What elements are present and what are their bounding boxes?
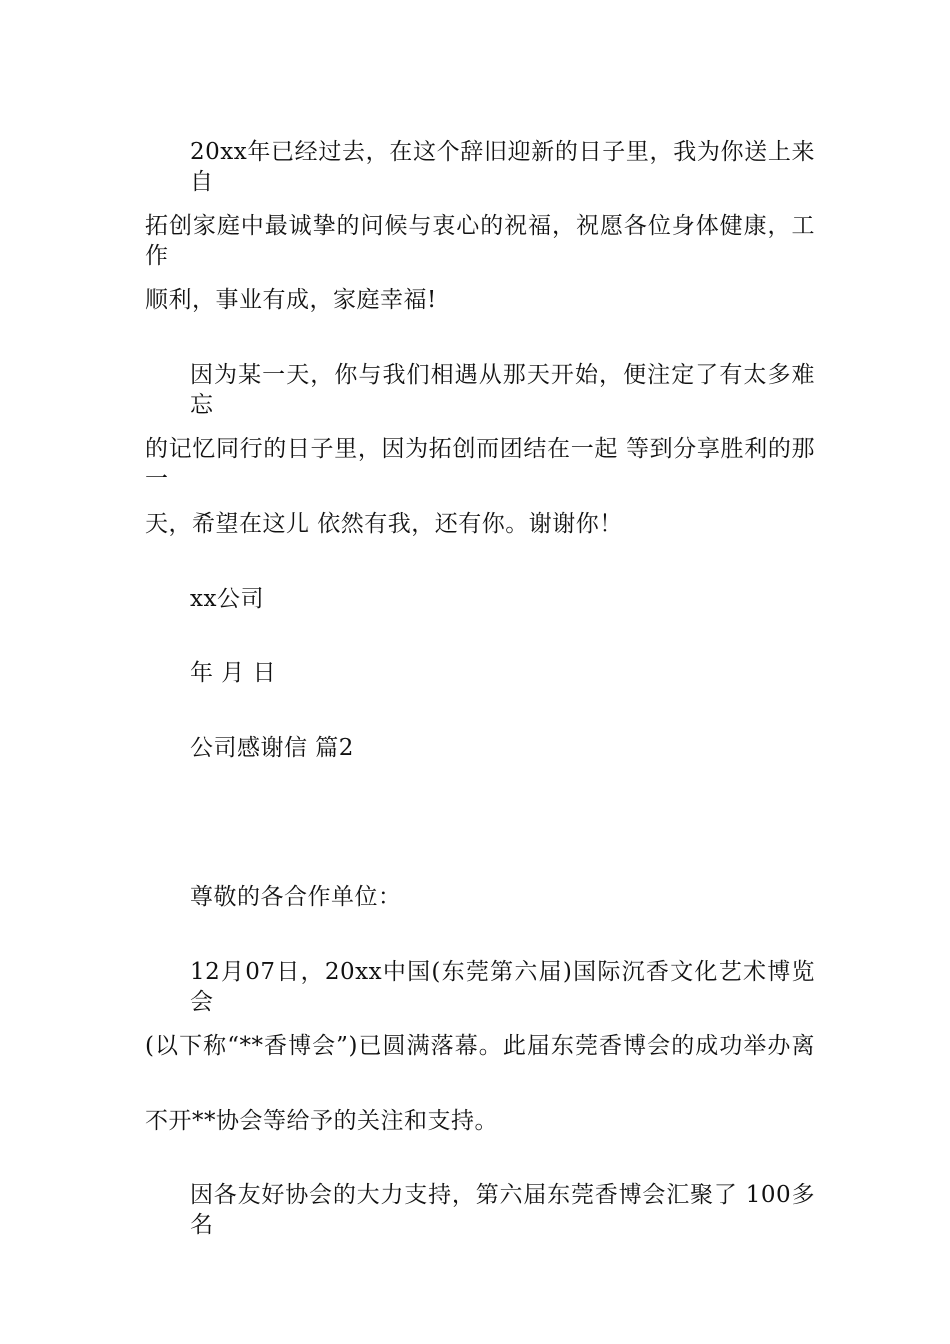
signature-date: 年 月 日 bbox=[190, 660, 277, 686]
paragraph-2-line-3: 天，希望在这儿 依然有我，还有你。谢谢你！ bbox=[145, 511, 623, 537]
paragraph-4-line-1: 因各友好协会的大力支持，第六届东莞香博会汇聚了 100多名 bbox=[190, 1182, 815, 1238]
paragraph-1-line-1: 20xx年已经过去，在这个辞旧迎新的日子里，我为你送上来自 bbox=[190, 139, 815, 195]
paragraph-2-line-2: 的记忆同行的日子里，因为拓创而团结在一起 等到分享胜利的那一 bbox=[145, 436, 815, 492]
paragraph-3-line-3: 不开**协会等给予的关注和支持。 bbox=[145, 1108, 498, 1134]
section-title: 公司感谢信 篇2 bbox=[190, 735, 354, 761]
paragraph-2-line-1: 因为某一天，你与我们相遇从那天开始，便注定了有太多难忘 bbox=[190, 362, 815, 418]
paragraph-3-line-2: (以下称“**香博会”)已圆满落幕。此届东莞香博会的成功举办离 bbox=[145, 1033, 815, 1059]
paragraph-1-line-2: 拓创家庭中最诚挚的问候与衷心的祝福，祝愿各位身体健康，工作 bbox=[145, 213, 815, 269]
paragraph-1-line-3: 顺利，事业有成，家庭幸福! bbox=[145, 287, 437, 313]
paragraph-3-line-1: 12月07日，20xx中国(东莞第六届)国际沉香文化艺术博览会 bbox=[190, 959, 815, 1015]
salutation: 尊敬的各合作单位： bbox=[190, 884, 402, 910]
signature-company: xx公司 bbox=[190, 586, 264, 612]
